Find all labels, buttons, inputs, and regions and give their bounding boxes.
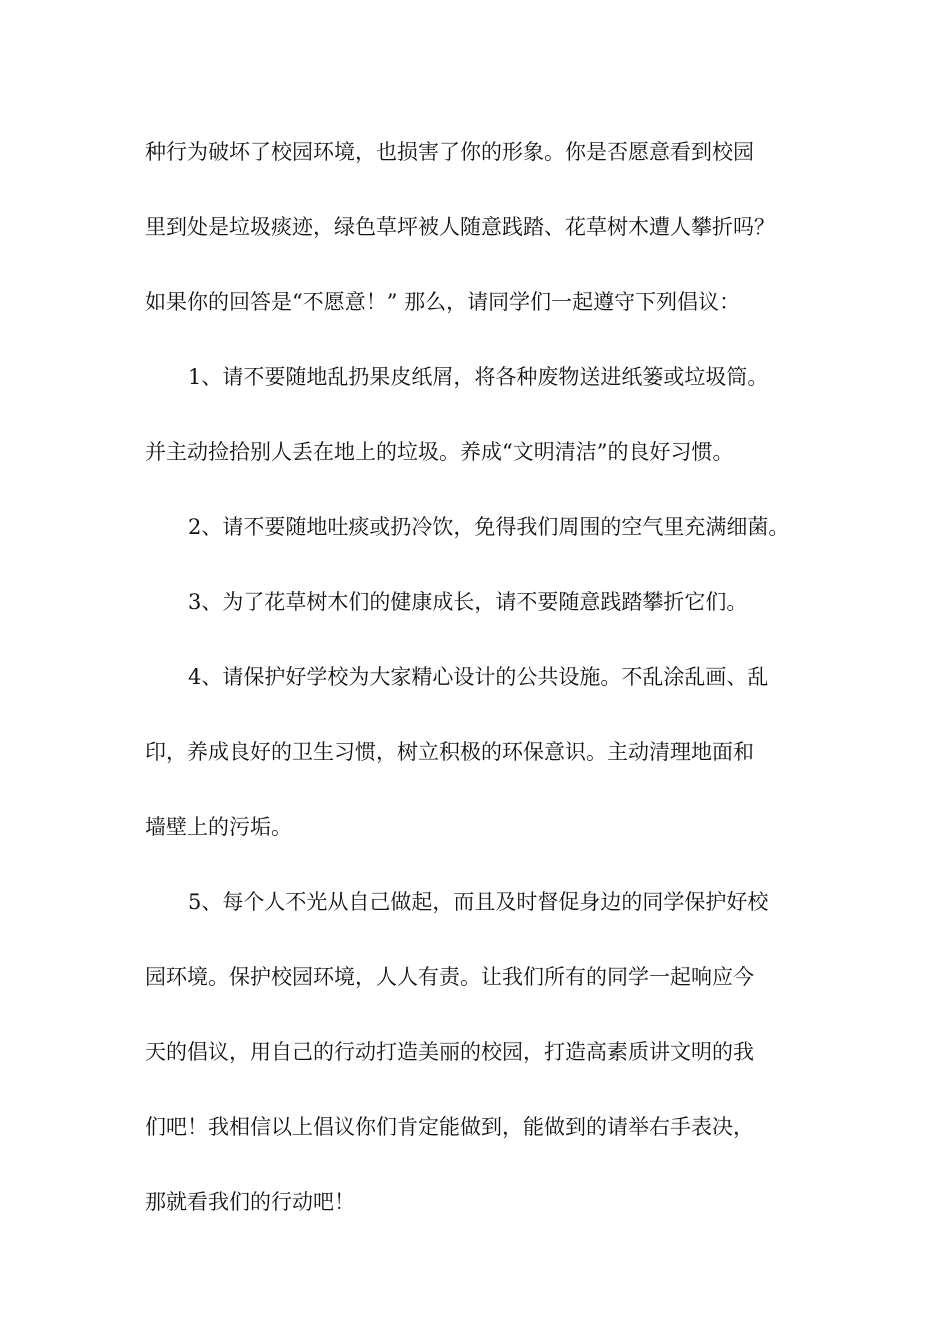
- text-line: 们吧！我相信以上倡议你们肯定能做到，能做到的请举右手表决，: [145, 1115, 754, 1139]
- text-line: 并主动捡拾别人丢在地上的垃圾。养成“文明清洁”的良好习惯。: [145, 440, 734, 464]
- list-item-5: 5、每个人不光从自己做起，而且及时督促身边的同学保护好校: [188, 890, 769, 914]
- text-line: 天的倡议，用自己的行动打造美丽的校园，打造高素质讲文明的我: [145, 1040, 754, 1064]
- list-item-4: 4、请保护好学校为大家精心设计的公共设施。不乱涂乱画、乱: [188, 665, 769, 689]
- text-line: 如果你的回答是“不愿意！” 那么，请同学们一起遵守下列倡议：: [145, 290, 741, 314]
- text-line: 里到处是垃圾痰迹，绿色草坪被人随意践踏、花草树木遭人攀折吗？: [145, 215, 775, 239]
- text-line: 印，养成良好的卫生习惯，树立积极的环保意识。主动清理地面和: [145, 740, 754, 764]
- text-line: 墙壁上的污垢。: [145, 815, 292, 839]
- text-line: 园环境。保护校园环境，人人有责。让我们所有的同学一起响应今: [145, 965, 754, 989]
- text-line: 那就看我们的行动吧！: [145, 1190, 355, 1214]
- list-item-2: 2、请不要随地吐痰或扔冷饮，免得我们周围的空气里充满细菌。: [188, 515, 790, 539]
- text-line: 种行为破坏了校园环境，也损害了你的形象。你是否愿意看到校园: [145, 140, 754, 164]
- list-item-3: 3、为了花草树木们的健康成长，请不要随意践踏攀折它们。: [188, 590, 748, 614]
- list-item-1: 1、请不要随地乱扔果皮纸屑，将各种废物送进纸篓或垃圾筒。: [188, 365, 769, 389]
